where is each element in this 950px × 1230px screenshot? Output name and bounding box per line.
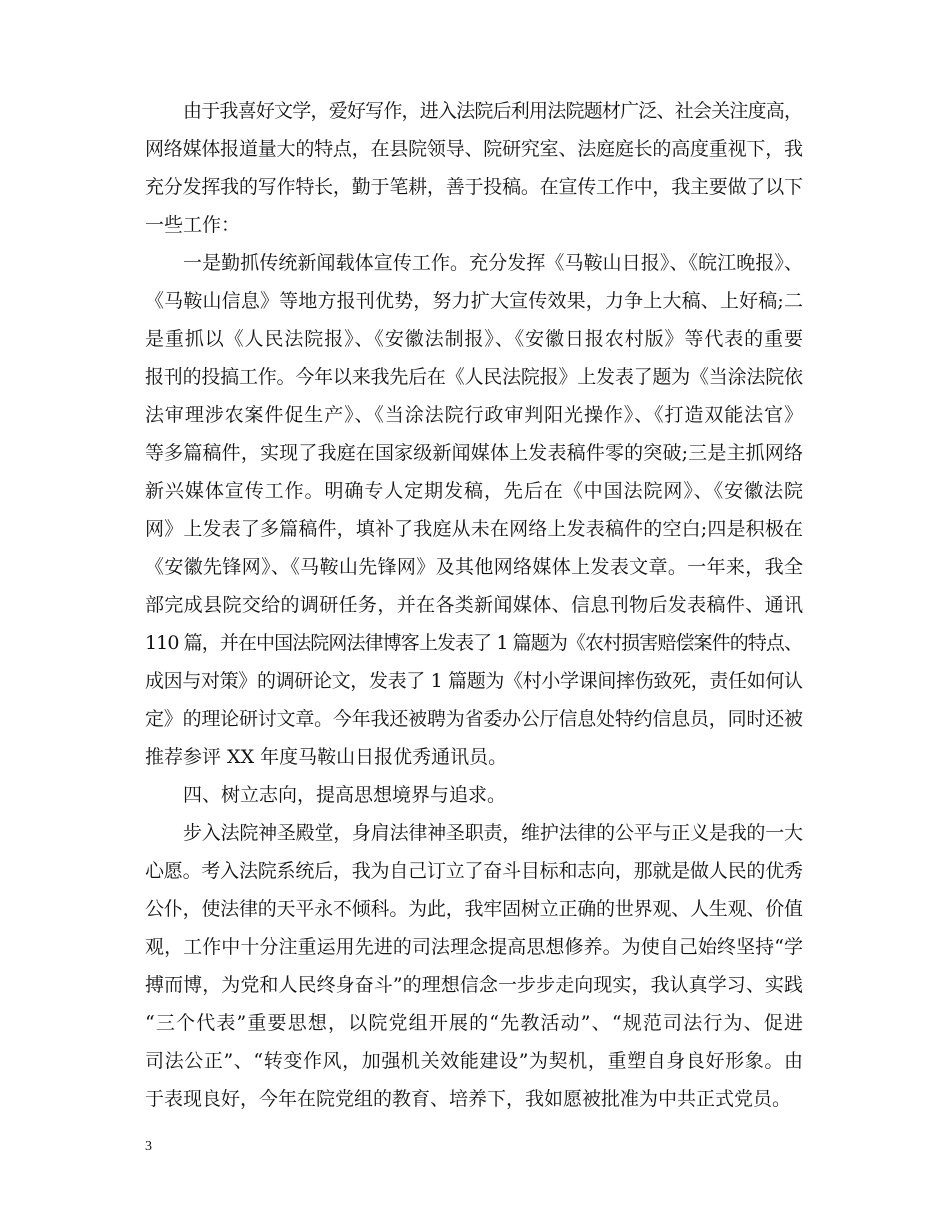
text-line [0, 512, 950, 546]
text-line-content: 公仆，使法律的天平永不倾科。为此，我牢固树立正确的世界观、人生观、价值 [145, 898, 803, 920]
text-line [0, 550, 950, 584]
text-line-content: 司法公正”、“转变作风，加强机关效能建设”为契机，重塑自身良好形象。由 [145, 1050, 804, 1072]
text-line [0, 284, 950, 318]
text-line-content: 法审理涉农案件促生产》、《当涂法院行政审判阳光操作》、《打造双能法官》 [145, 404, 804, 426]
text-line [0, 854, 950, 888]
text-line [0, 588, 950, 622]
text-line-content: 报刊的投搞工作。今年以来我先后在《人民法院报》上发表了题为《当涂法院依 [145, 366, 803, 388]
text-line [0, 436, 950, 470]
text-line-content: 观，工作中十分注重运用先进的司法理念提高思想修养。为使自己始终坚持“学 [145, 936, 804, 958]
text-line [0, 170, 950, 204]
text-line [0, 1082, 950, 1116]
text-line-content: 心愿。考入法院系统后，我为自己订立了奋斗目标和志向，那就是做人民的优秀 [145, 860, 803, 882]
text-line [0, 1044, 950, 1078]
text-line-content: 部完成县院交给的调研任务，并在各类新闻媒体、信息刊物后发表稿件、通讯 [145, 594, 804, 616]
text-line-content: 110 篇，并在中国法院网法律博客上发表了 1 篇题为《农村损害赔偿案件的特点、 [145, 632, 803, 654]
text-line-content: 网》上发表了多篇稿件，填补了我庭从未在网络上发表稿件的空白;四是积极在 [145, 518, 804, 540]
text-line-content: 搏而博，为党和人民终身奋斗”的理想信念一步步走向现实，我认真学习、实践 [145, 974, 804, 996]
text-line-content: 四、树立志向，提高思想境界与追求。 [183, 784, 507, 806]
text-line-content: 充分发挥我的写作特长，勤于笔耕，善于投稿。在宣传工作中，我主要做了以下 [145, 176, 803, 198]
text-line [0, 398, 950, 432]
text-line [0, 816, 950, 850]
text-line-content: 是重抓以《人民法院报》、《安徽法制报》、《安徽日报农村版》等代表的重要 [145, 328, 804, 350]
text-line-content: 等多篇稿件，实现了我庭在国家级新闻媒体上发表稿件零的突破;三是主抓网络 [145, 442, 804, 464]
text-line [0, 626, 950, 660]
text-line [0, 702, 950, 736]
text-line-content: 步入法院神圣殿堂，身肩法律神圣职责，维护法律的公平与正义是我的一大 [183, 822, 803, 844]
text-line-content: 于表现良好，今年在院党组的教育、培养下，我如愿被批准为中共正式党员。 [145, 1088, 792, 1110]
page-number: 3 [145, 1139, 152, 1154]
text-line [0, 208, 950, 242]
text-line [0, 778, 950, 812]
text-line [0, 664, 950, 698]
text-line-content: 《安徽先锋网》、《马鞍山先锋网》及其他网络媒体上发表文章。一年来，我全 [145, 556, 804, 578]
text-line-content: 一是勤抓传统新闻载体宣传工作。充分发挥《马鞍山日报》、《皖江晚报》、 [183, 252, 804, 274]
text-line-content: 由于我喜好文学，爱好写作，进入法院后利用法院题材广泛、社会关注度高， [183, 100, 803, 122]
text-line-content: 《马鞍山信息》等地方报刊优势，努力扩大宣传效果，力争上大稿、上好稿;二 [145, 290, 804, 312]
text-line [0, 132, 950, 166]
text-line [0, 322, 950, 356]
text-line [0, 94, 950, 128]
text-line-content: 网络媒体报道量大的特点，在县院领导、院研究室、法庭庭长的高度重视下，我 [145, 138, 803, 160]
text-line-content: 定》的理论研讨文章。今年我还被聘为省委办公厅信息处特约信息员，同时还被 [145, 708, 803, 730]
text-line [0, 474, 950, 508]
text-line [0, 968, 950, 1002]
text-line-content: 新兴媒体宣传工作。明确专人定期发稿，先后在《中国法院网》、《安徽法院 [145, 480, 804, 502]
text-line [0, 892, 950, 926]
text-line-content: 成因与对策》的调研论文，发表了 1 篇题为《村小学课间摔伤致死，责任如何认 [145, 670, 803, 692]
text-line-content: 推荐参评 XX 年度马鞍山日报优秀通讯员。 [145, 746, 508, 768]
text-line [0, 1006, 950, 1040]
text-line [0, 930, 950, 964]
text-line-content: “三个代表”重要思想，以院党组开展的“先教活动”、“规范司法行为、促进 [145, 1012, 805, 1034]
text-line [0, 360, 950, 394]
text-line [0, 246, 950, 280]
text-line-content: 一些工作： [145, 214, 241, 236]
text-line [0, 740, 950, 774]
